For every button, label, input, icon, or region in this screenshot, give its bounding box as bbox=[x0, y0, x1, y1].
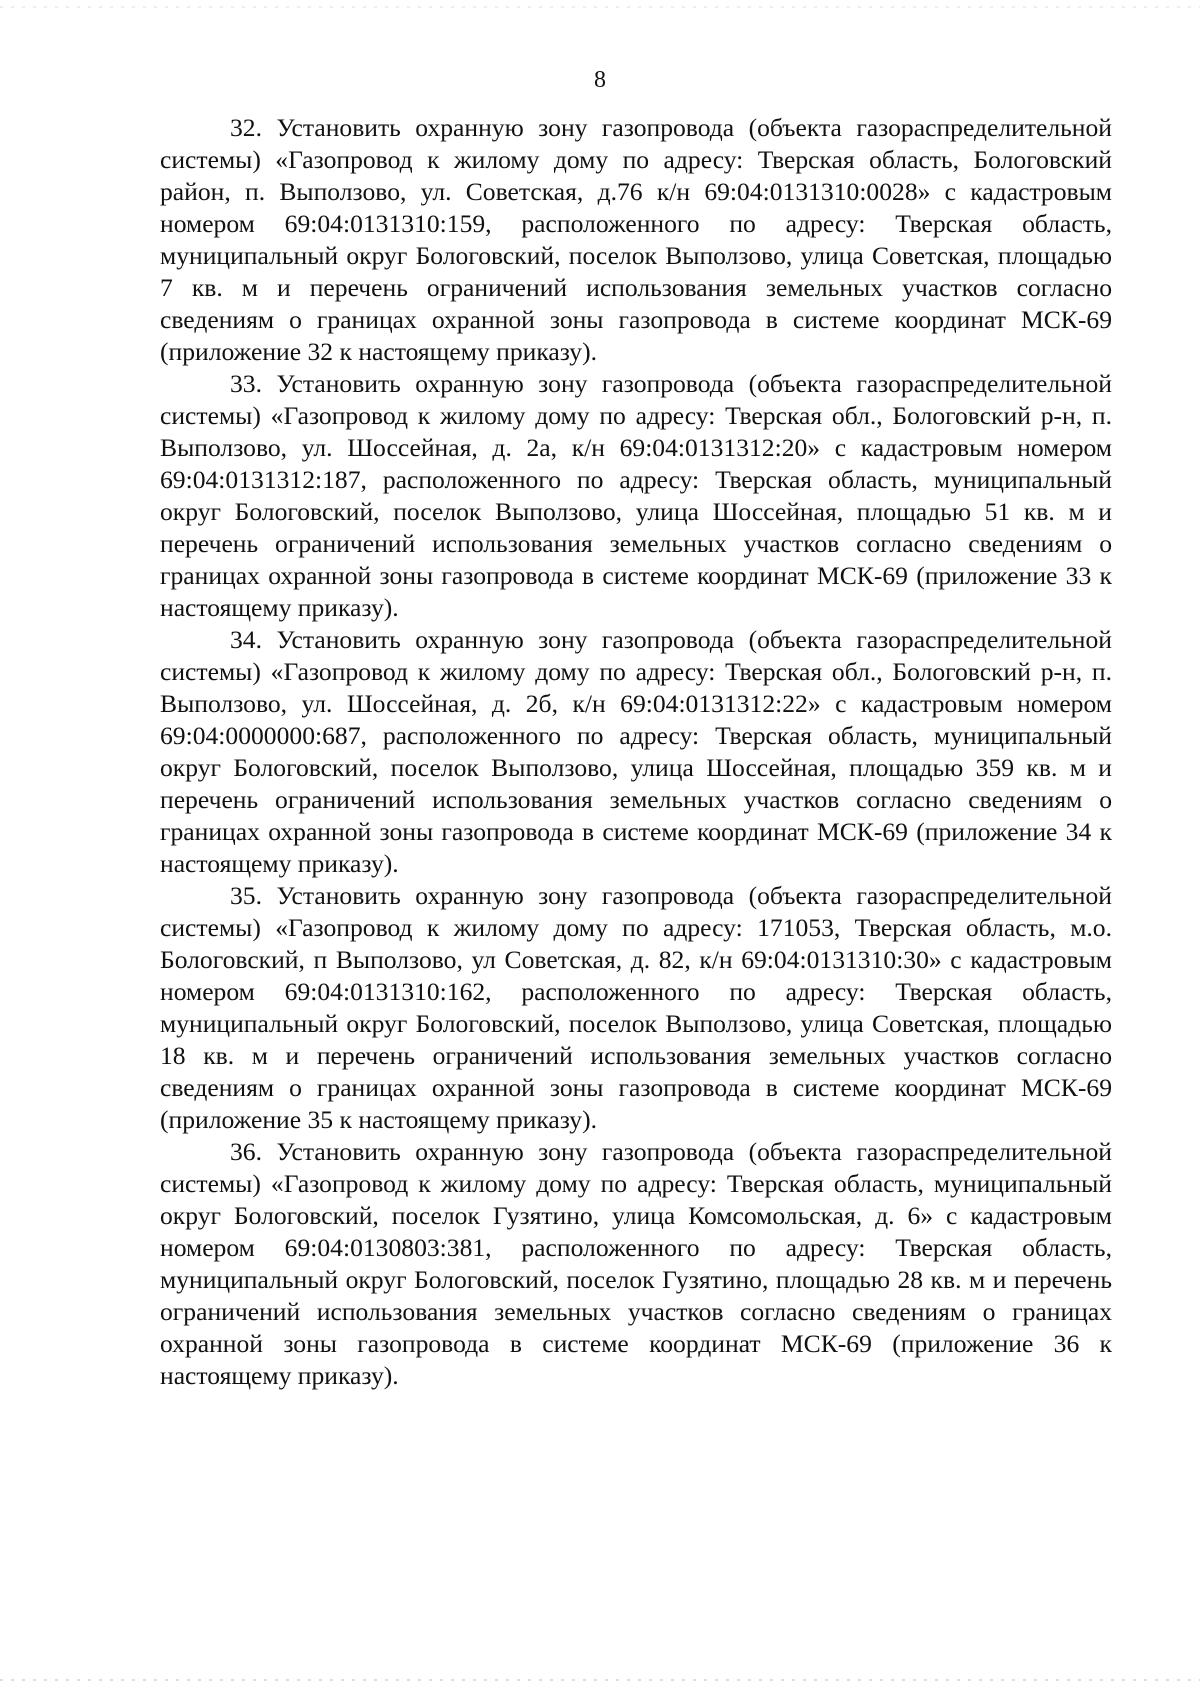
page-number: 8 bbox=[594, 67, 606, 93]
paragraph-item-36: 36. Установить охранную зону газопровода (объекта газораспределительной системы) «Газопровод к жилому дому по адресу: Тверская область, муниципальный округ Бологовский, поселок Гузятино, улица Комсомольская, д. 6» с кадастровым номером 69:04:0130803:381, расположенного по адресу: Тверская область, муниципальный округ Бологовский, поселок Гузятино, площадью 28 кв. м и перечень ограничений использования земельных участков согласно сведениям о границах охранной зоны газопровода в системе координат МСК-69 (приложение 36 к настоящему приказу). bbox=[160, 1137, 1112, 1390]
paragraph-item-34: 34. Установить охранную зону газопровода (объекта газораспределительной системы) «Газопровод к жилому дому по адресу: Тверская обл., Бологовский р-н, п. Выползово, ул. Шоссейная, д. 2б, к/н 69:04:0131312:22» с кадастровым номером 69:04:0000000:687, расположенного по адресу: Тверская область, муниципальный округ Бологовский, поселок Выползово, улица Шоссейная, площадью 359 кв. м и перечень ограничений использования земельных участков согласно сведениям о границах охранной зоны газопровода в системе координат МСК-69 (приложение 34 к настоящему приказу). bbox=[160, 625, 1112, 878]
paragraph-item-35: 35. Установить охранную зону газопровода (объекта газораспределительной системы) «Газопровод к жилому дому по адресу: 171053, Тверская область, м.о. Бологовский, п Выползово, ул Советская, д. 82, к/н 69:04:0131310:30» с кадастровым номером 69:04:0131310:162, расположенного по адресу: Тверская область, муниципальный округ Бологовский, поселок Выползово, улица Советская, площадью 18 кв. м и перечень ограничений использования земельных участков согласно сведениям о границах охранной зоны газопровода в системе координат МСК-69 (приложение 35 к настоящему приказу). bbox=[160, 881, 1112, 1134]
scan-artifact-top bbox=[0, 6, 1200, 8]
document-body bbox=[160, 112, 1112, 1392]
paragraph-item-33: 33. Установить охранную зону газопровода (объекта газораспределительной системы) «Газопровод к жилому дому по адресу: Тверская обл., Бологовский р-н, п. Выползово, ул. Шоссейная, д. 2а, к/н 69:04:0131312:20» с кадастровым номером 69:04:0131312:187, расположенного по адресу: Тверская область, муниципальный округ Бологовский, поселок Выползово, улица Шоссейная, площадью 51 кв. м и перечень ограничений использования земельных участков согласно сведениям о границах охранной зоны газопровода в системе координат МСК-69 (приложение 33 к настоящему приказу). bbox=[160, 369, 1112, 622]
scan-artifact-bottom bbox=[0, 1679, 1200, 1681]
paragraph-item-32: 32. Установить охранную зону газопровода (объекта газораспределительной системы) «Газопровод к жилому дому по адресу: Тверская область, Бологовский район, п. Выползово, ул. Советская, д.76 к/н 69:04:0131310:0028» с кадастровым номером 69:04:0131310:159, расположенного по адресу: Тверская область, муниципальный округ Бологовский, поселок Выползово, улица Советская, площадью 7 кв. м и перечень ограничений использования земельных участков согласно сведениям о границах охранной зоны газопровода в системе координат МСК-69 (приложение 32 к настоящему приказу). bbox=[160, 113, 1112, 366]
